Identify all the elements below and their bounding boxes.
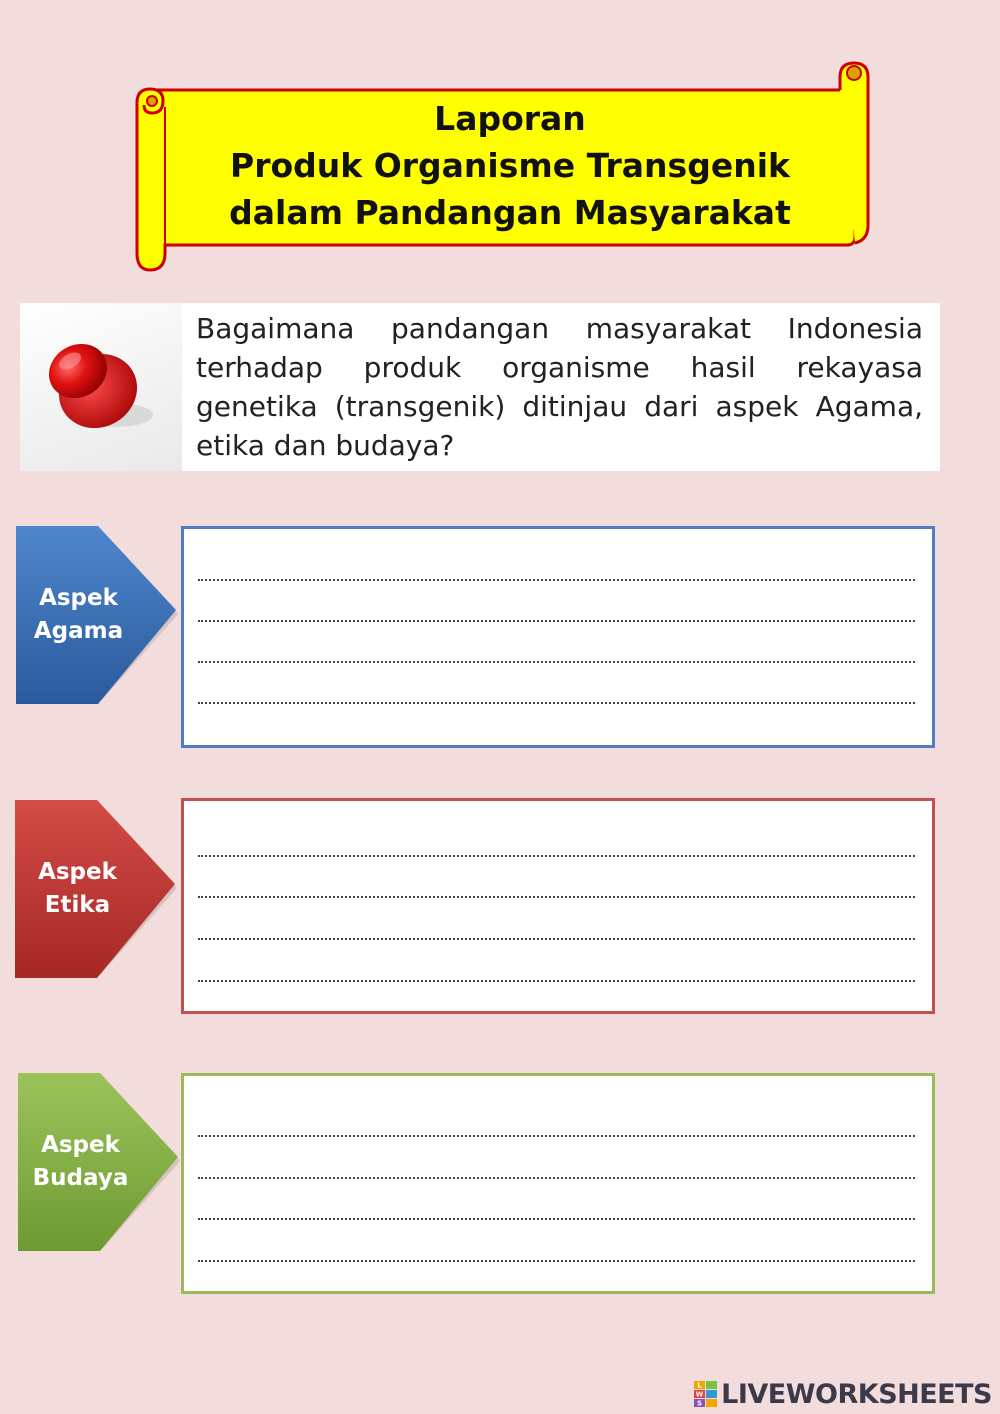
page-title bbox=[160, 95, 860, 236]
question-text: Bagaimana pandangan masyarakat Indonesia terhadap produk organisme hasil rekayasa genetika (transgenik) ditinjau dari aspek Agama, etika dan budaya? bbox=[196, 312, 923, 462]
answer-line bbox=[198, 700, 915, 704]
svg-text:W: W bbox=[695, 1390, 704, 1399]
svg-text:L: L bbox=[697, 1381, 702, 1390]
aspect-etika-arrow bbox=[15, 800, 183, 982]
aspect-budaya-label bbox=[18, 1129, 143, 1195]
aspect-label-line-2: Etika bbox=[44, 892, 111, 918]
aspect-budaya-arrow bbox=[18, 1073, 186, 1255]
pushpin-icon bbox=[20, 303, 182, 471]
answer-line bbox=[198, 853, 915, 857]
aspect-etika-label bbox=[15, 856, 140, 922]
footer-brand bbox=[693, 1374, 992, 1414]
answer-line bbox=[198, 618, 915, 622]
aspect-label-line-1: Aspek bbox=[38, 859, 117, 885]
answer-line bbox=[198, 1133, 915, 1137]
aspect-agama-arrow bbox=[16, 526, 184, 708]
answer-line bbox=[198, 1175, 915, 1179]
title-line-2: Produk Organisme Transgenik bbox=[230, 146, 790, 185]
title-line-1: Laporan bbox=[434, 99, 586, 138]
aspect-label-line-1: Aspek bbox=[39, 585, 118, 611]
title-line-3: dalam Pandangan Masyarakat bbox=[229, 193, 791, 232]
pushpin-image bbox=[20, 303, 182, 471]
answer-line bbox=[198, 894, 915, 898]
answer-line bbox=[198, 978, 915, 982]
answer-line bbox=[198, 577, 915, 581]
answer-line bbox=[198, 1258, 915, 1262]
aspect-label-line-2: Budaya bbox=[32, 1165, 129, 1191]
answer-box-etika[interactable] bbox=[181, 798, 935, 1014]
aspect-label-line-2: Agama bbox=[33, 618, 124, 644]
answer-box-budaya[interactable] bbox=[181, 1073, 935, 1294]
footer-brand-text[interactable]: LIVEWORKSHEETS bbox=[721, 1378, 992, 1410]
answer-line bbox=[198, 1216, 915, 1220]
svg-text:S: S bbox=[697, 1399, 703, 1408]
aspect-agama-label bbox=[16, 582, 141, 648]
answer-line bbox=[198, 936, 915, 940]
answer-line bbox=[198, 659, 915, 663]
liveworksheets-logo-icon bbox=[693, 1380, 719, 1408]
title-banner bbox=[130, 55, 875, 280]
question-card bbox=[20, 303, 940, 471]
aspect-label-line-1: Aspek bbox=[41, 1132, 120, 1158]
answer-box-agama[interactable] bbox=[181, 526, 935, 748]
